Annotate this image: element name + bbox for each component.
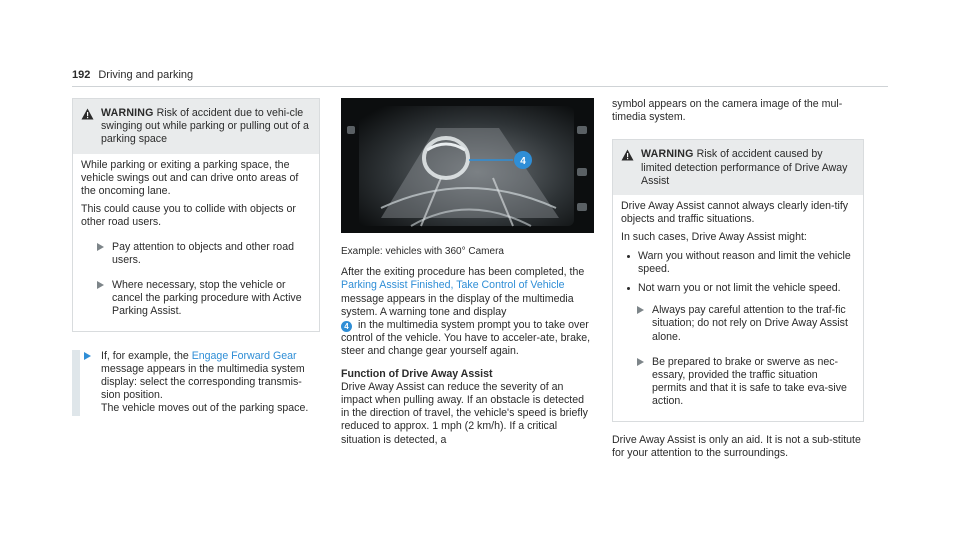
header-divider	[72, 86, 888, 87]
function-paragraph: Drive Away Assist can reduce the severity of an impact when pulling away. If an obstacle is detected in the direction of travel, the vehicle's speed is briefly reduced to approx. 1 mph (2 km/h). If a critical situation is detected, a	[341, 380, 588, 446]
warning-paragraph: Drive Away Assist cannot always clearly iden-tify objects and traffic situations.	[621, 200, 849, 226]
warning-step	[621, 298, 855, 350]
figure-callout-badge: 4	[520, 156, 526, 167]
warning-step	[81, 235, 311, 273]
warning-step	[621, 350, 855, 415]
section-subheading: Function of Drive Away Assist	[341, 367, 493, 380]
warning-body	[613, 195, 863, 421]
parking-assist-finished-link[interactable]: Parking Assist Finished, Take Control of Vehicle	[341, 279, 565, 292]
instruction-text	[97, 350, 320, 416]
warning-paragraph: In such cases, Drive Away Assist might:	[621, 231, 807, 244]
step-arrow-icon	[637, 358, 644, 366]
warning-triangle-icon	[81, 108, 94, 120]
list-item	[621, 247, 855, 279]
instruction-text-post: message appears in the multimedia system display: select the corresponding transmis-sion position.	[101, 362, 305, 402]
warning-title: Risk of accident caused by limited detection performance of Drive Away Assist	[641, 148, 848, 187]
warning-header	[613, 140, 863, 195]
instruction-result: The vehicle moves out of the parking space.	[101, 402, 309, 415]
engage-forward-gear-link[interactable]: Engage Forward Gear	[191, 349, 297, 362]
warning-paragraph: While parking or exiting a parking space, the vehicle swings out and can drive onto areas of the oncoming lane.	[81, 158, 299, 198]
continued-paragraph: symbol appears on the camera image of the mul-timedia system.	[612, 98, 843, 124]
warning-body	[73, 154, 319, 331]
warning-paragraph: This could cause you to collide with objects or other road users.	[81, 203, 296, 229]
exit-paragraph	[341, 266, 594, 358]
page-header	[72, 69, 193, 85]
page-number: 192	[72, 69, 91, 81]
bullet-icon	[627, 287, 630, 290]
callout-4-badge: 4	[341, 321, 352, 332]
warning-heading-text	[101, 107, 311, 147]
column-3	[612, 98, 864, 460]
instruction-arrow-icon	[84, 352, 91, 360]
warning-heading-text	[641, 148, 855, 188]
warning-label: WARNING	[641, 148, 694, 161]
exit-paragraph-mid: message appears in the display of the multimedia system. A warning tone and display	[341, 292, 574, 318]
step-arrow-icon	[97, 281, 104, 289]
instruction-step	[72, 350, 320, 416]
exit-paragraph-end: in the multimedia system prompt you to take over control of the vehicle. You have to acceler-ate, brake, steer and change gear yourself again.	[341, 319, 591, 358]
bullet-icon	[627, 255, 630, 258]
step-text: Where necessary, stop the vehicle or cancel the parking procedure with Active Parking Assist.	[112, 279, 302, 318]
step-text: Be prepared to brake or swerve as nec-essary, provided the traffic situation permits and that it is safe to take eva-sive action.	[652, 355, 847, 408]
warning-step	[81, 273, 311, 325]
step-text: Always pay careful attention to the traf-fic situation; do not rely on Drive Away Assist alone.	[652, 304, 848, 343]
column-2	[341, 98, 594, 447]
closing-paragraph: Drive Away Assist is only an aid. It is not a sub-stitute for your attention to the surroundings.	[612, 433, 861, 459]
bullet-text: Warn you without reason and limit the vehicle speed.	[638, 249, 851, 275]
warning-label: WARNING	[101, 107, 154, 119]
column-1	[72, 98, 320, 416]
warning-title: Risk of accident due to vehi-cle swinging out while parking or pulling out of a parking space	[101, 107, 309, 146]
step-text: Pay attention to objects and other road users.	[112, 240, 294, 266]
warning-triangle-icon	[621, 149, 634, 161]
step-arrow-icon	[637, 306, 644, 314]
figure-caption: Example: vehicles with 360° Camera	[341, 246, 504, 257]
list-item	[621, 279, 855, 298]
step-arrow-icon	[97, 243, 104, 251]
instruction-text-pre: If, for example, the	[101, 349, 192, 362]
warning-box	[612, 139, 864, 421]
camera-image	[341, 98, 594, 233]
camera-view-illustration	[341, 98, 594, 233]
exit-paragraph-pre: After the exiting procedure has been completed, the	[341, 266, 585, 279]
section-title: Driving and parking	[98, 69, 194, 81]
bullet-text: Not warn you or not limit the vehicle speed.	[638, 282, 841, 295]
warning-header	[73, 99, 319, 154]
warning-box	[72, 98, 320, 332]
